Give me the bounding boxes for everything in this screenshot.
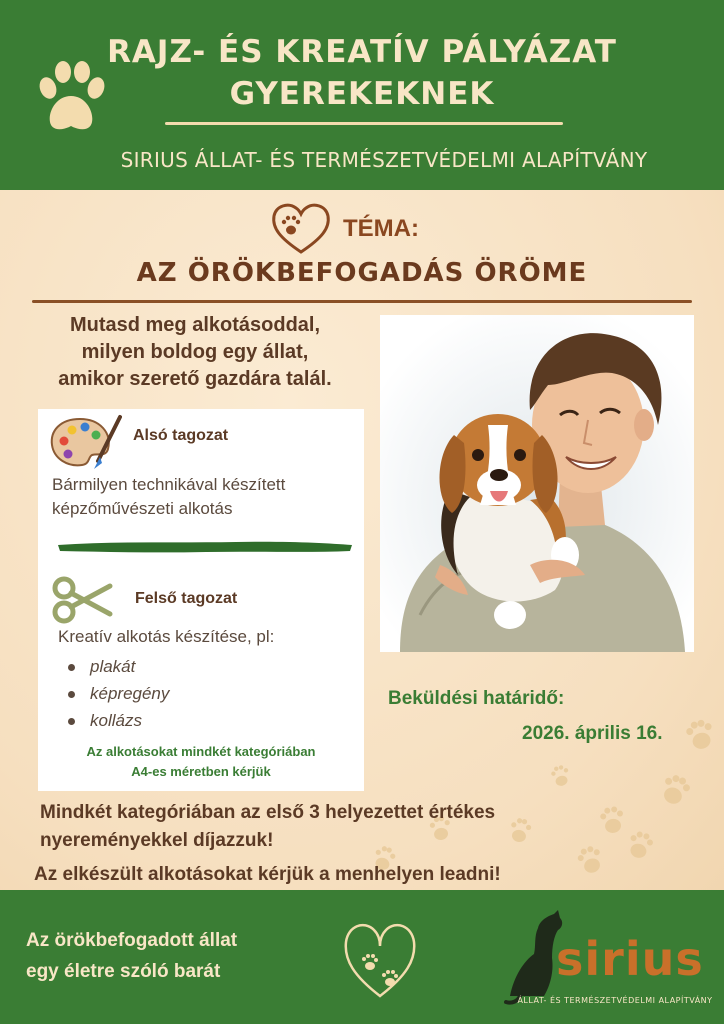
title-line-2: GYEREKEKNEK xyxy=(229,76,495,112)
intro-line-2: milyen boldog egy állat, xyxy=(81,341,309,363)
theme-label: TÉMA: xyxy=(343,215,419,242)
upper-category-description: Kreatív alkotás készítése, pl: xyxy=(58,627,275,646)
intro-line-3: amikor szerető gazdára talál. xyxy=(58,368,332,390)
deadline-label: Beküldési határidő: xyxy=(388,688,565,709)
prize-line-2: nyereményekkel díjazzuk! xyxy=(40,830,274,851)
lower-category-description xyxy=(52,473,352,521)
upper-category-title: Felső tagozat xyxy=(135,590,238,607)
list-item: kollázs xyxy=(68,707,169,734)
lower-description-line-1: Bármilyen technikával készített xyxy=(52,475,286,494)
title-line-1: RAJZ- ÉS KREATÍV PÁLYÁZAT xyxy=(107,34,617,70)
man-with-dog-illustration xyxy=(380,315,694,652)
theme-title: AZ ÖRÖKBEFOGADÁS ÖRÖME xyxy=(136,258,588,288)
foundation-subtitle: SIRIUS ÁLLAT- ÉS TERMÉSZETVÉDELMI ALAPÍTVÁNY xyxy=(120,148,648,172)
slogan-line-2: egy életre szóló barát xyxy=(26,961,221,982)
brush-stroke-divider xyxy=(56,539,354,555)
palette-icon xyxy=(48,413,122,475)
theme-divider xyxy=(32,300,692,303)
intro-text xyxy=(20,312,370,393)
heart-paws-icon xyxy=(340,906,420,1002)
lower-category-title: Alsó tagozat xyxy=(133,427,229,444)
intro-line-1: Mutasd meg alkotásoddal, xyxy=(69,314,321,336)
lower-description-line-2: képzőművészeti alkotás xyxy=(52,499,233,518)
scissors-icon xyxy=(52,574,114,626)
deadline-date: 2026. április 16. xyxy=(522,723,663,744)
submission-note: Az elkészült alkotásokat kérjük a menhelyen leadni! xyxy=(34,864,501,885)
slogan-line-1: Az örökbefogadott állat xyxy=(26,930,238,951)
list-item: plakát xyxy=(68,653,169,680)
prize-line-1: Mindkét kategóriában az első 3 helyezettet értékes xyxy=(40,802,496,823)
format-note-line-1: Az alkotásokat mindkét kategóriában xyxy=(86,744,316,759)
upper-category-list xyxy=(68,653,169,734)
slogan xyxy=(26,925,237,987)
paw-heart-icon xyxy=(270,200,332,256)
logo-subtitle: ÁLLAT- ÉS TERMÉSZETVÉDELMI ALAPÍTVÁNY xyxy=(517,996,713,1005)
logo-name: sirius xyxy=(556,932,704,986)
format-note xyxy=(38,742,364,782)
categories-card xyxy=(38,409,364,791)
list-item: képregény xyxy=(68,680,169,707)
format-note-line-2: A4-es méretben kérjük xyxy=(131,764,271,779)
